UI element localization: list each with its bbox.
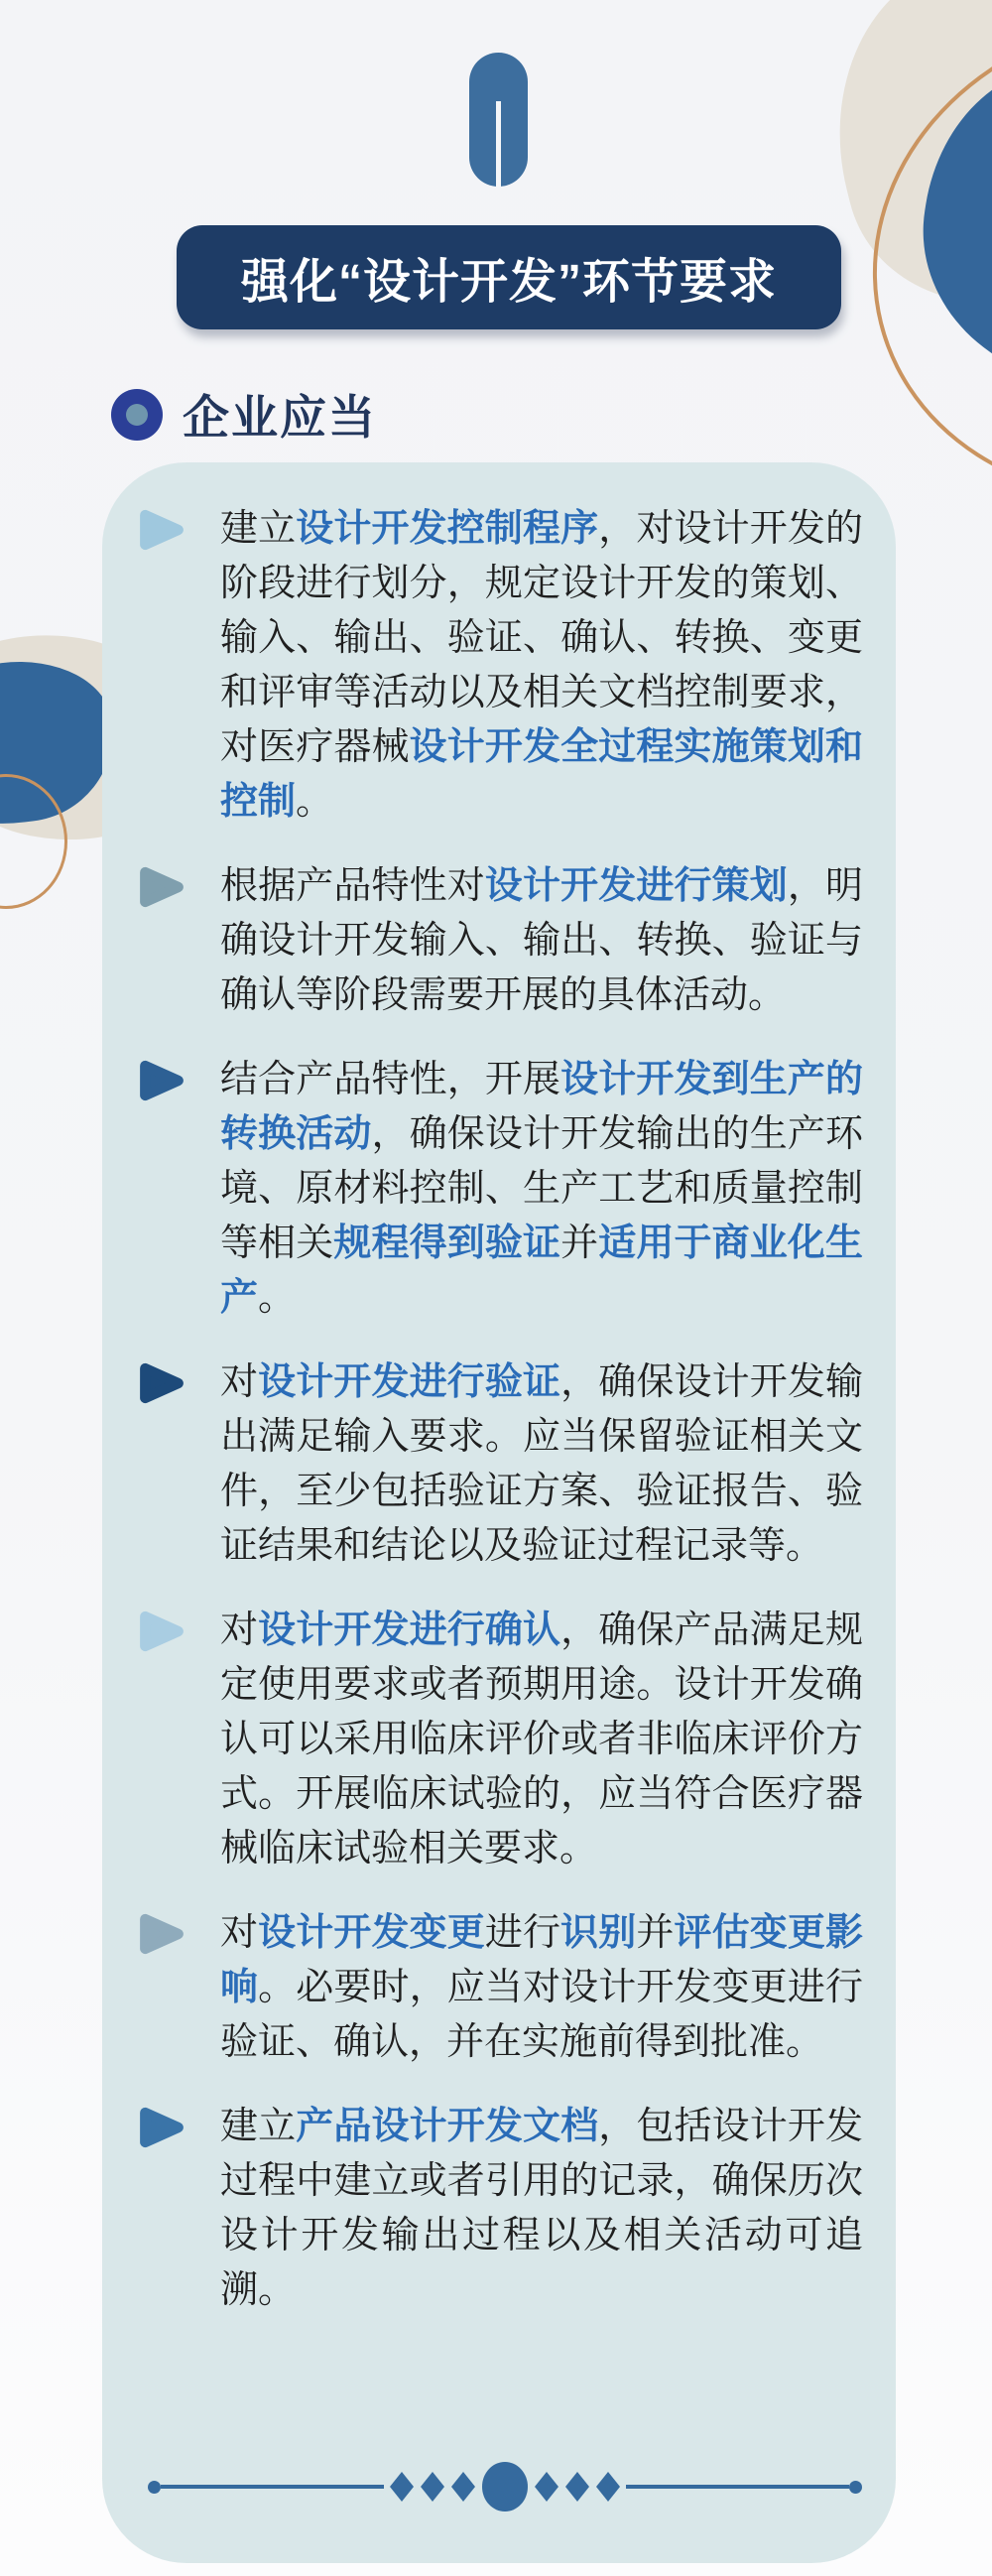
list-item: [139, 1604, 863, 1876]
bullet-text: 建立设计开发控制程序，对设计开发的阶段进行划分，规定设计开发的策划、输入、输出、验证、确认、转换、变更和评审等活动以及相关文档控制要求，对医疗器械设计开发全过程实施策划和控制。: [220, 508, 863, 823]
diamond-icon: [390, 2472, 414, 2502]
page-title: 强化“设计开发”环节要求: [240, 256, 777, 309]
ring-bullet-icon: [111, 389, 163, 441]
pill-ornament-icon: [469, 53, 528, 187]
pill-inner-line: [496, 101, 501, 187]
triangle-bullet-icon: [139, 2107, 185, 2148]
list-item: [139, 2100, 863, 2318]
list-item: [139, 502, 863, 830]
bullet-text: 结合产品特性，开展设计开发到生产的转换活动，确保设计开发输出的生产环境、原材料控制、生产工艺和质量控制等相关规程得到验证并适用于商业化生产。: [220, 1059, 863, 1319]
triangle-bullet-icon: [139, 1610, 185, 1652]
bullet-text: 对设计开发进行确认，确保产品满足规定使用要求或者预期用途。设计开发确认可以采用临床评价或者非临床评价方式。开展临床试验的，应当符合医疗器械临床试验相关要求。: [220, 1610, 863, 1869]
triangle-bullet-icon: [139, 1060, 185, 1101]
triangle-bullet-icon: [139, 1362, 185, 1404]
divider-ornament: [390, 2462, 620, 2512]
divider-line: [626, 2485, 849, 2489]
triangle-bullet-icon: [139, 866, 185, 908]
divider-line: [161, 2485, 384, 2489]
bullet-text: 根据产品特性对设计开发进行策划，明确设计开发输入、输出、转换、验证与确认等阶段需要开展的具体活动。: [220, 865, 863, 1016]
divider-end-dot: [849, 2481, 862, 2494]
title-banner: [177, 225, 841, 329]
diamond-icon: [451, 2472, 475, 2502]
triangle-bullet-icon: [139, 1913, 185, 1955]
circle-icon: [482, 2462, 528, 2512]
content-panel: [102, 462, 896, 2563]
bullet-text: 对设计开发变更进行识别并评估变更影响。必要时，应当对设计开发变更进行验证、确认，并在实施前得到批准。: [220, 1912, 863, 2063]
section-heading: [111, 381, 377, 448]
list-item: [139, 859, 863, 1023]
diamond-icon: [421, 2472, 444, 2502]
section-heading-label: 企业应当: [183, 391, 377, 444]
bullet-text: 建立产品设计开发文档，包括设计开发过程中建立或者引用的记录，确保历次设计开发输出过程以及相关活动可追溯。: [220, 2106, 863, 2311]
list-item: [139, 1053, 863, 1326]
diamond-icon: [565, 2472, 589, 2502]
diamond-icon: [596, 2472, 620, 2502]
bottom-divider: [148, 2462, 862, 2512]
list-item: [139, 1355, 863, 1574]
divider-end-dot: [148, 2481, 161, 2494]
list-item: [139, 1906, 863, 2070]
bullet-list: [102, 462, 896, 2348]
diamond-icon: [535, 2472, 558, 2502]
triangle-bullet-icon: [139, 509, 185, 551]
bullet-text: 对设计开发进行验证，确保设计开发输出满足输入要求。应当保留验证相关文件，至少包括验证方案、验证报告、验证结果和结论以及验证过程记录等。: [220, 1361, 863, 1567]
